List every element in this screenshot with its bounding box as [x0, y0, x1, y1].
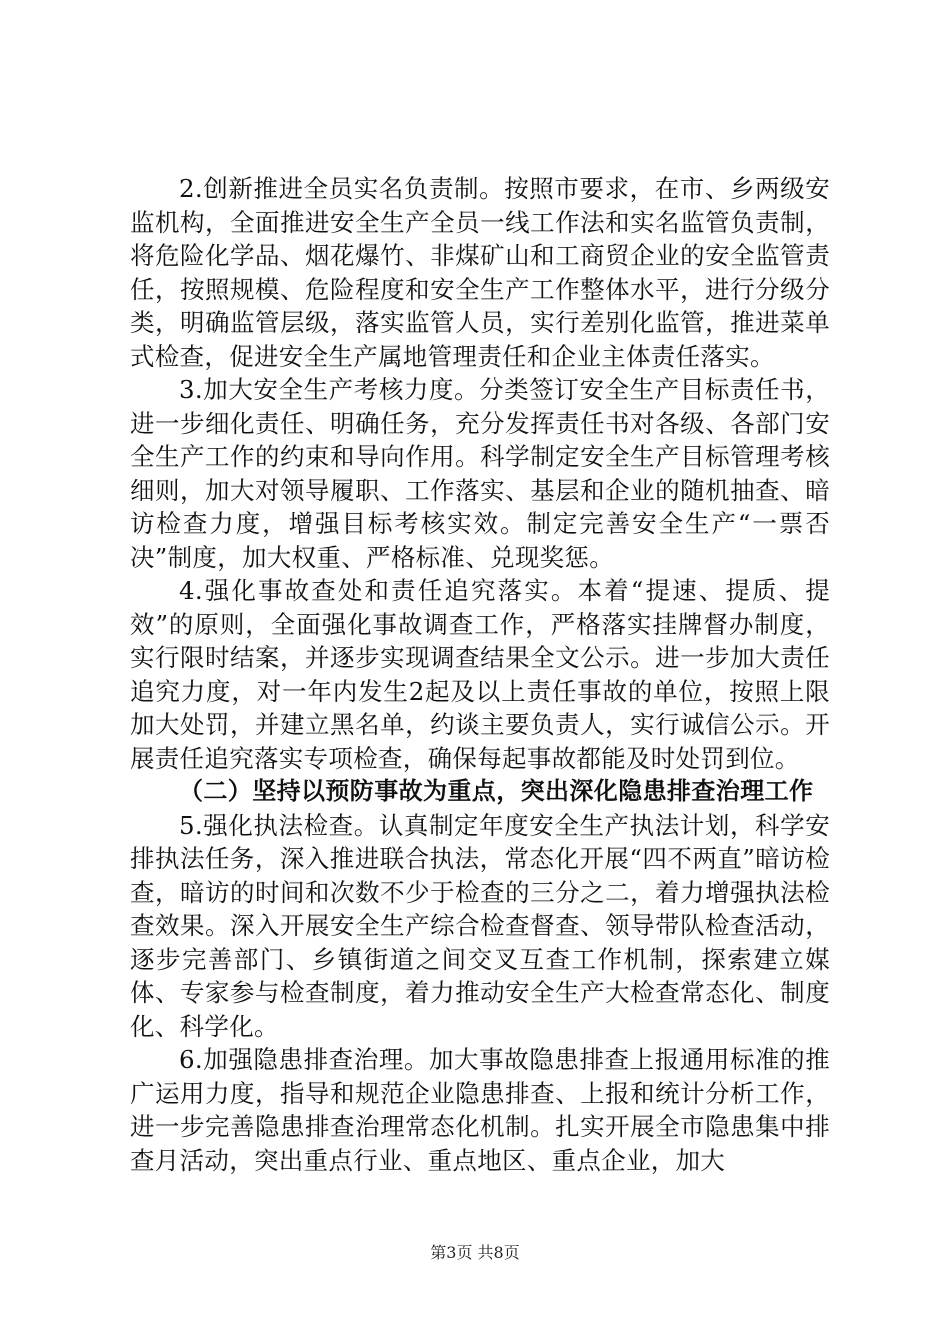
paragraph-2-responsibility-system: 2.创新推进全员实名负责制。按照市要求，在市、乡两级安监机构，全面推进安全生产全员一线工作法和实名监管负责制，将危险化学品、烟花爆竹、非煤矿山和工商贸企业的安全监管责任，按照规模、危险程度和安全生产工作整体水平，进行分级分类，明确监管层级，落实监管人员，实行差别化监管，推进菜单式检查，促进安全生产属地管理责任和企业主体责任落实。: [130, 174, 830, 371]
section-heading: （二）坚持以预防事故为重点，突出深化隐患排查治理工作: [179, 777, 814, 805]
page-footer: 第3页 共8页: [430, 1243, 520, 1262]
document-body: [130, 172, 830, 1177]
paragraph-4-accident-investigation: 4.强化事故查处和责任追究落实。本着“提速、提质、提效”的原则，全面强化事故调查工作，严格落实挂牌督办制度，实行限时结案，并逐步实现调查结果全文公示。进一步加大责任追究力度，对一年内发生2起及以上责任事故的单位，按照上限加大处罚，并建立黑名单，约谈主要负责人，实行诚信公示。开展责任追究落实专项检查，确保每起事故都能及时处罚到位。: [130, 576, 831, 773]
paragraph-6-hazard-inspection: 6.加强隐患排查治理。加大事故隐患排查上报通用标准的推广运用力度，指导和规范企业隐患排查、上报和统计分析工作，进一步完善隐患排查治理常态化机制。扎实开展全市隐患集中排查月活动，突出重点行业、重点地区、重点企业，加大: [130, 1045, 830, 1175]
paragraph-5-law-enforcement: 5.强化执法检查。认真制定年度安全生产执法计划，科学安排执法任务，深入推进联合执法，常态化开展“四不两直”暗访检查，暗访的时间和次数不少于检查的三分之二，着力增强执法检查效果。深入开展安全生产综合检查督查、领导带队检查活动，逐步完善部门、乡镇街道之间交叉互查工作机制，探索建立媒体、专家参与检查制度，着力推动安全生产大检查常态化、制度化、科学化。: [130, 810, 830, 1041]
paragraph-3-assessment: 3.加大安全生产考核力度。分类签订安全生产目标责任书，进一步细化责任、明确任务，充分发挥责任书对各级、各部门安全生产工作的约束和导向作用。科学制定安全生产目标管理考核细则，加大对领导履职、工作落实、基层和企业的随机抽查、暗访检查力度，增强目标考核实效。制定完善安全生产“一票否决”制度，加大权重、严格标准、兑现奖惩。: [130, 375, 830, 572]
